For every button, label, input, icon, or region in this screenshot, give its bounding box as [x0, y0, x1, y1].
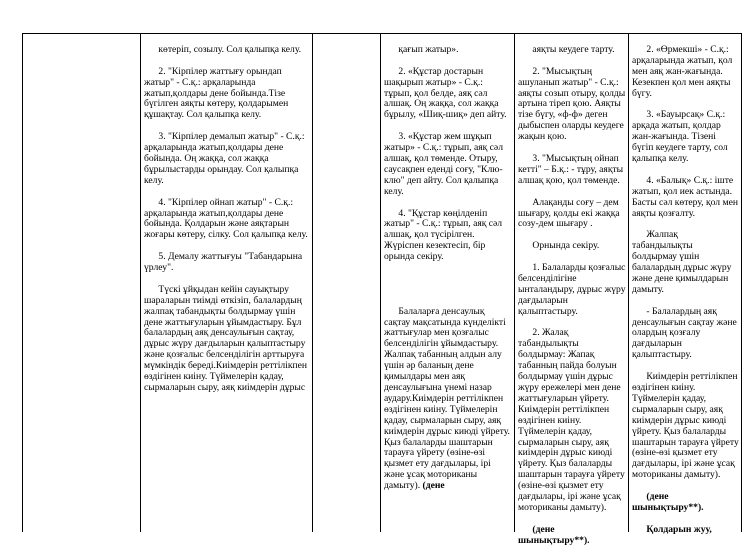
- schedule-table: [22, 33, 742, 546]
- bold-note: (дене шынықтыру**).: [518, 523, 590, 546]
- paragraph: Алақанды соғу – дем шығару, қолды екі жаққа созу-дем шығару .: [518, 196, 623, 230]
- bold-note: (дене шынықтыру**).: [632, 491, 704, 513]
- bold-note: (дене: [420, 480, 445, 492]
- paragraph: қағып жатыр».: [398, 43, 459, 55]
- paragraph: 3. "Кірпілер демалып жатыр" - С.қ.: арқаларында жатып,қолдары дене бойында. Оң жаққа, сол жаққа бұрылыстарды орындау. Сол қалыпқа келу.: [144, 131, 307, 186]
- paragraph: 2. Жалақ табандылықты болдырмау: Жапақ табанның пайда болуын болдырмау үшін дұрыс жүру ережелері мен дене жаттығуларын үйрету. Киімдерін реттілікпен өздігінен киіну. Түймелерін қадау, сырмаларын сыру, аяқ киімдерін дұрыс киюді үйрету. Қыз балаларды шаштарын тарауға үйрету (өзіне-өзі қызмет ету дағдылары, ірі және ұсақ моториканы дамыту).: [518, 327, 628, 513]
- paragraph: 3. «Құстар жем шұқып жатыр» - С.қ.: тұрып, аяқ сәл алшақ, қол төменде. Отыру, саусақпен еденді соғу, "Клю-клю" деп айту. Сол қалыпқа келу.: [384, 131, 506, 197]
- paragraph: - Балалардың аяқ денсаулығын сақтау және олардың қозғалу дағдыларын қалыптастыру.: [632, 305, 740, 361]
- paragraph: 2. "Кірпілер жаттығу орындап жатыр" - С.қ.: арқаларында жатып,қолдары дене бойында.Тізе бүгілген аяқты көтеру, қолдарымен құшақтау. Сол қалыпқа келу.: [144, 65, 291, 121]
- paragraph: 4. «Балық» С.қ.: іште жатып, қол иек астында. Басты сәл көтеру, қол мен аяқты қозғалту.: [632, 174, 741, 219]
- paragraph: аяқты кеудеге тарту.: [532, 43, 615, 55]
- table-column-5: [514, 34, 628, 546]
- paragraph: Орнында секіру.: [532, 240, 600, 252]
- paragraph: Балаларға денсаулық сақтау мақсатында күнделікті жаттығулар мен қозғалыс белсенділігін ұйымдастыру. Жалпақ табанның алдын алу үшін әр баланың дене қимылдары мен аяқ денсаулығына үнемі назар аудару.Киімдерін реттілікпен өздігінен киіну. Түймелерін қадау, сырмаларын сыру, аяқ киімдерін дұрыс киюді үйрету. Қыз балаларды шаштарын тарауға үйрету (өзіне-өзі қызмет ету дағдылары, ірі және ұсақ моториканы дамыту).: [384, 305, 513, 492]
- paragraph: Түскі ұйқыдан кейін сауықтыру шараларын тиімді өткізіп, балалардың жалпақ табандықты болдырмау үшін дене жаттығуларын ұйымдастыру. Бұл балалардың аяқ денсаулығын сақтау, дұрыс жүру дағдыларын қалыптастыру және қозғалыс белсенділігін арттыруға мүмкіндік береді.Киімдерін реттілікпен өздігінен киіну. Түймелерін қадау, сырмаларын сыру, аяқ киімдерін дұрыс: [144, 283, 310, 393]
- bold-note: Қолдарын жуу,: [646, 523, 712, 535]
- cell-text: [515, 34, 628, 558]
- table-column-4: [380, 34, 514, 532]
- table-column-3: [312, 34, 380, 532]
- table-column-1: [22, 34, 140, 532]
- paragraph: 5. Демалу жаттығуы "Табандарына үрлеу".: [144, 251, 305, 274]
- paragraph: 2. "Мысықтың ашуланып жатыр" - С.қ.: аяқты созып отыру, қолды артына тіреп қою. Аяқты тізе бүгу, «ф-ф» деген дыбыспен оларды кеудеге жақын қою.: [518, 65, 628, 143]
- paragraph: Жалпақ табандылықты болдырмау үшін балалардың дұрыс жүру және дене қимылдарын дамыту.: [632, 229, 734, 295]
- paragraph: Киімдерін реттілікпен өздігінен киіну. Түймелерін қадау, сырмаларын сыру, аяқ киімдерін дұрыс киюді үйрету. Қыз балаларды шаштарын тарауға үйрету (өзіне-өзі қызмет ету дағдылары, ірі және ұсақ моториканы дамыту).: [632, 371, 742, 481]
- cell-text: [381, 34, 514, 503]
- paragraph: көтеріп, созылу. Сол қалыпқа келу.: [158, 43, 302, 55]
- paragraph: 1. Балаларды қозғалыс белсенділігіне ынталандыру, дұрыс жүру дағдыларын қалыптастыру.: [518, 262, 628, 317]
- paragraph: 2. «Өрмекші» - С.қ.: арқаларында жатып, қол мен аяқ жан-жағында. Кезекпен қол мен аяқты бүгу.: [632, 43, 735, 99]
- paragraph: 3. «Бауырсақ» С.қ.: арқада жатып, қолдар жан-жағында. Тізені бүгіп кеудеге тарту, сол қалыпқа келу.: [632, 109, 731, 164]
- cell-text: [141, 34, 312, 405]
- table-column-6: [628, 34, 742, 535]
- paragraph: 3. "Мысықтың ойнап кетті" – Б.қ.: - тұру, аяқты алшақ қою, қол төменде.: [518, 152, 626, 186]
- cell-text: [629, 34, 741, 547]
- paragraph: 4. "Құстар көңілденіп жатыр" - С.қ.: тұрып, аяқ сәл алшақ, қол түсірілген. Жүріспен кезектесіп, бір орында секіру.: [384, 207, 505, 263]
- paragraph: 2. «Құстар достарын шақырып жатыр» - С.қ.: тұрып, қол белде, аяқ сәл алшақ. Оң жаққа, сол жаққа бұрылу, «Шиқ-шиқ» деп айту.: [384, 65, 507, 121]
- paragraph: 4. "Кірпілер ойнап жатыр" - С.қ.: арқаларында жатып,қолдары дене бойында. Қолдарын және аяқтарын жоғары көтеру, сілку. Сол қалыпқа келу.: [144, 196, 308, 241]
